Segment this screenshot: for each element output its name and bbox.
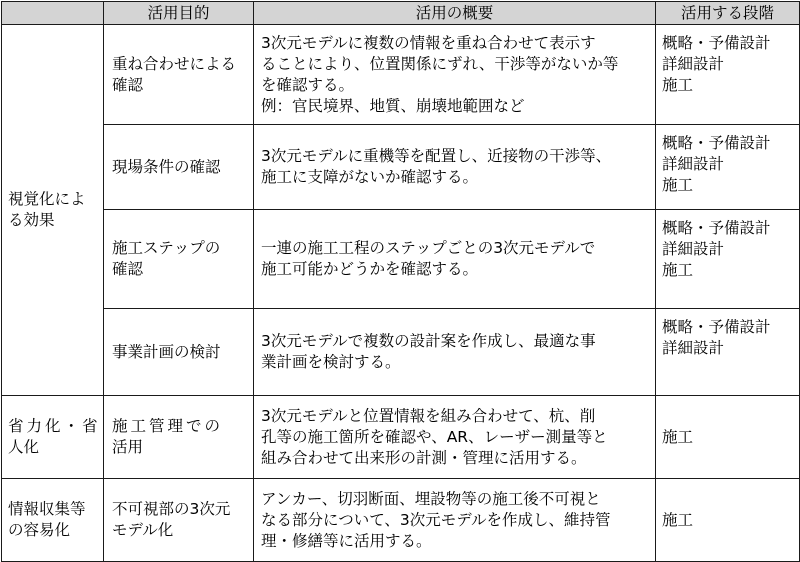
cell-text-line: 確認 bbox=[112, 75, 144, 94]
header-description: 活用の概要 bbox=[254, 2, 656, 25]
cell-text-line: 施工ステップの bbox=[112, 239, 221, 257]
cell-text-line: 概略・予備設計 bbox=[662, 318, 771, 336]
description-cell bbox=[254, 479, 656, 562]
cell-text-line: 3次元モデルと位置情報を組み合わせて、杭、削 bbox=[261, 406, 596, 425]
header-purpose: 活用目的 bbox=[104, 2, 254, 25]
cell-text-line: 詳細設計 bbox=[662, 155, 725, 173]
cell-text-line: 業計画を検討する。 bbox=[261, 353, 401, 371]
purpose-cell bbox=[104, 25, 254, 125]
purpose-cell bbox=[104, 210, 254, 309]
stage-cell bbox=[656, 25, 800, 125]
cell-text-line: 概略・予備設計 bbox=[662, 134, 771, 152]
cell-text-line: 省力化・省 bbox=[8, 417, 101, 435]
cell-text-line: 概略・予備設計 bbox=[662, 34, 771, 52]
cell-text-line: 詳細設計 bbox=[662, 339, 725, 357]
table-row bbox=[2, 125, 800, 210]
category-cell bbox=[2, 479, 104, 562]
description-cell bbox=[254, 25, 656, 125]
cell-text-line: 3次元モデルに重機等を配置し、近接物の干渉等、 bbox=[261, 147, 612, 165]
cell-text-line: なる部分について、3次元モデルを作成し、維持管 bbox=[261, 510, 611, 529]
category-cell bbox=[2, 396, 104, 479]
cell-text-line: 視覚化によ bbox=[8, 190, 86, 208]
description-cell bbox=[254, 125, 656, 210]
table-row bbox=[2, 479, 800, 562]
cell-text-line: 確認 bbox=[112, 260, 144, 278]
description-cell bbox=[254, 396, 656, 479]
cell-text-line: 現場条件の確認 bbox=[112, 157, 221, 176]
cell-text-line: 概略・予備設計 bbox=[662, 219, 771, 237]
cell-text-line: 情報収集等 bbox=[8, 500, 86, 518]
category-cell bbox=[2, 25, 104, 396]
header-stage: 活用する段階 bbox=[656, 2, 800, 25]
description-cell bbox=[254, 309, 656, 396]
stage-cell bbox=[656, 479, 800, 562]
cell-text-line: を確認する。 bbox=[261, 75, 355, 94]
cell-text-line: ることにより、位置関係にずれ、干渉等がないか等 bbox=[261, 54, 619, 73]
table-row bbox=[2, 309, 800, 396]
cell-text-line: 3次元モデルで複数の設計案を作成し、最適な事 bbox=[261, 332, 596, 350]
table-row bbox=[2, 25, 800, 125]
cell-text-line: モデル化 bbox=[112, 521, 174, 539]
cell-text-line: 3次元モデルに複数の情報を重ね合わせて表示す bbox=[261, 33, 596, 52]
cell-text-line: 施工 bbox=[662, 510, 694, 529]
cell-text-line: 詳細設計 bbox=[662, 55, 725, 73]
description-cell bbox=[254, 210, 656, 309]
cell-text-line: 組み合わせて出来形の計測・管理に活用する。 bbox=[261, 448, 587, 467]
cell-text-line: 一連の施工工程のステップごとの3次元モデルで bbox=[261, 239, 596, 257]
cell-text-line: 事業計画の検討 bbox=[112, 342, 221, 361]
cell-text-line: 孔等の施工箇所を確認や、AR、レーザー測量等と bbox=[261, 427, 608, 446]
header-row bbox=[2, 2, 800, 25]
cell-text-line: 施工 bbox=[662, 261, 694, 279]
cell-text-line: る効果 bbox=[8, 211, 55, 229]
cell-text-line: 施工に支障がないか確認する。 bbox=[261, 168, 479, 186]
cell-text-line: アンカー、切羽断面、埋設物等の施工後不可視と bbox=[261, 489, 601, 508]
cell-text-line: の容易化 bbox=[8, 521, 71, 539]
cell-text-line: 施工 bbox=[662, 427, 694, 446]
cell-text-line: 重ね合わせによる bbox=[112, 54, 237, 73]
stage-cell bbox=[656, 210, 800, 309]
cell-text-line: 不可視部の3次元 bbox=[112, 500, 231, 518]
bim-usage-table bbox=[1, 1, 800, 562]
cell-text-line: 理・修繕等に活用する。 bbox=[261, 531, 432, 550]
cell-text-line: 施工 bbox=[662, 176, 694, 194]
cell-text-line: 人化 bbox=[8, 438, 40, 456]
cell-text-line: 施工管理での bbox=[112, 417, 224, 435]
cell-text-line: 施工可能かどうかを確認する。 bbox=[261, 260, 479, 278]
cell-text-line: 施工 bbox=[662, 76, 694, 94]
cell-text-line: 詳細設計 bbox=[662, 240, 725, 258]
table-row bbox=[2, 396, 800, 479]
stage-cell bbox=[656, 125, 800, 210]
cell-text-line: 活用 bbox=[112, 438, 144, 456]
purpose-cell bbox=[104, 479, 254, 562]
stage-cell bbox=[656, 396, 800, 479]
header-category bbox=[2, 2, 104, 25]
purpose-cell bbox=[104, 125, 254, 210]
stage-cell bbox=[656, 309, 800, 396]
purpose-cell bbox=[104, 396, 254, 479]
table-row bbox=[2, 210, 800, 309]
purpose-cell bbox=[104, 309, 254, 396]
cell-text-line: 例：官民境界、地質、崩壊地範囲など bbox=[261, 96, 525, 115]
